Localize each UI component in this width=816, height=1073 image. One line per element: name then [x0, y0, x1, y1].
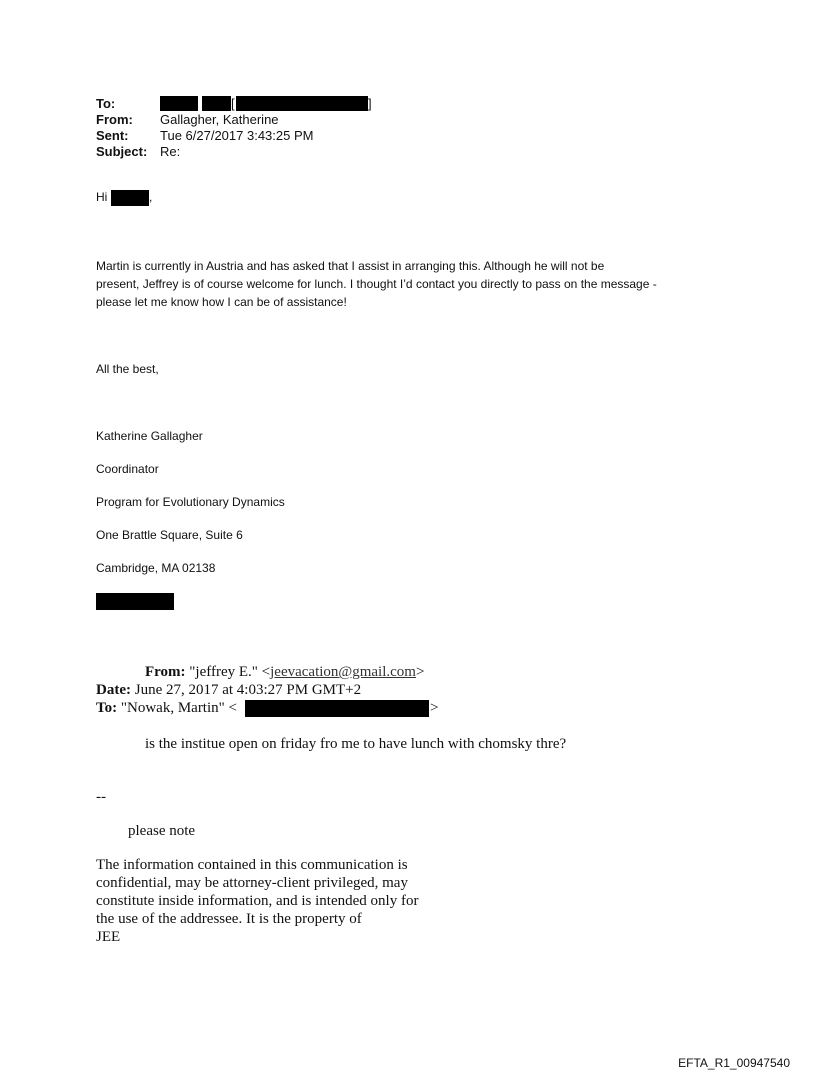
quoted-from-name: "jeffrey E." < [189, 664, 271, 680]
disclaimer-line: The information contained in this communication is [96, 857, 408, 873]
quoted-to-line [96, 699, 237, 717]
signature-name: Katherine Gallagher [96, 429, 203, 443]
quoted-body: is the institue open on friday fro me to have lunch with chomsky thre? [145, 736, 567, 752]
greeting-prefix: Hi [96, 190, 108, 204]
redaction-greeting-name [111, 190, 149, 206]
quoted-separator: -- [96, 789, 106, 805]
to-label: To: [96, 96, 116, 111]
quoted-to-close: > [430, 700, 439, 716]
paragraph-line: please let me know how I can be of assistance! [96, 295, 347, 309]
disclaimer-line: JEE [96, 929, 121, 945]
paragraph-line: Martin is currently in Austria and has asked that I assist in arranging this. Although he will not be [96, 259, 605, 273]
signature-title: Coordinator [96, 462, 159, 476]
from-value: Gallagher, Katherine [160, 112, 279, 127]
closing: All the best, [96, 362, 159, 376]
document-id: EFTA_R1_00947540 [678, 1056, 790, 1070]
redaction-quoted-to-email [245, 700, 429, 717]
from-label: From: [96, 112, 133, 127]
quoted-from-email-link[interactable]: jeevacation@gmail.com [270, 664, 416, 680]
redaction-to-email [236, 96, 368, 111]
disclaimer-line: confidential, may be attorney-client privileged, may [96, 875, 408, 891]
quoted-date-value: June 27, 2017 at 4:03:27 PM GMT+2 [134, 682, 362, 698]
signature-address: One Brattle Square, Suite 6 [96, 528, 243, 542]
sent-label: Sent: [96, 128, 129, 143]
subject-label: Subject: [96, 144, 148, 159]
quoted-to-name: "Nowak, Martin" < [120, 700, 237, 716]
to-close-bracket: ] [368, 96, 372, 111]
quoted-date-label: Date: [96, 682, 131, 698]
greeting-suffix: , [149, 190, 153, 204]
quoted-to-label: To: [96, 700, 118, 716]
redaction-to-first [160, 96, 198, 111]
disclaimer-line: the use of the addressee. It is the property of [96, 911, 362, 927]
quoted-date-line [96, 681, 361, 699]
redaction-signature-phone [96, 593, 174, 610]
signature-city: Cambridge, MA 02138 [96, 561, 216, 575]
quoted-note: please note [128, 823, 196, 839]
disclaimer-line: constitute inside information, and is intended only for [96, 893, 419, 909]
subject-value: Re: [160, 144, 181, 159]
to-open-bracket: [ [231, 96, 235, 111]
quoted-from-label: From: [145, 664, 186, 680]
paragraph-line: present, Jeffrey is of course welcome for lunch. I thought I’d contact you directly to pass on the message - [96, 277, 657, 291]
quoted-from-close: > [415, 664, 425, 680]
signature-organization: Program for Evolutionary Dynamics [96, 495, 285, 509]
quoted-from-line [145, 663, 424, 681]
sent-value: Tue 6/27/2017 3:43:25 PM [160, 128, 314, 143]
redaction-to-last [202, 96, 231, 111]
